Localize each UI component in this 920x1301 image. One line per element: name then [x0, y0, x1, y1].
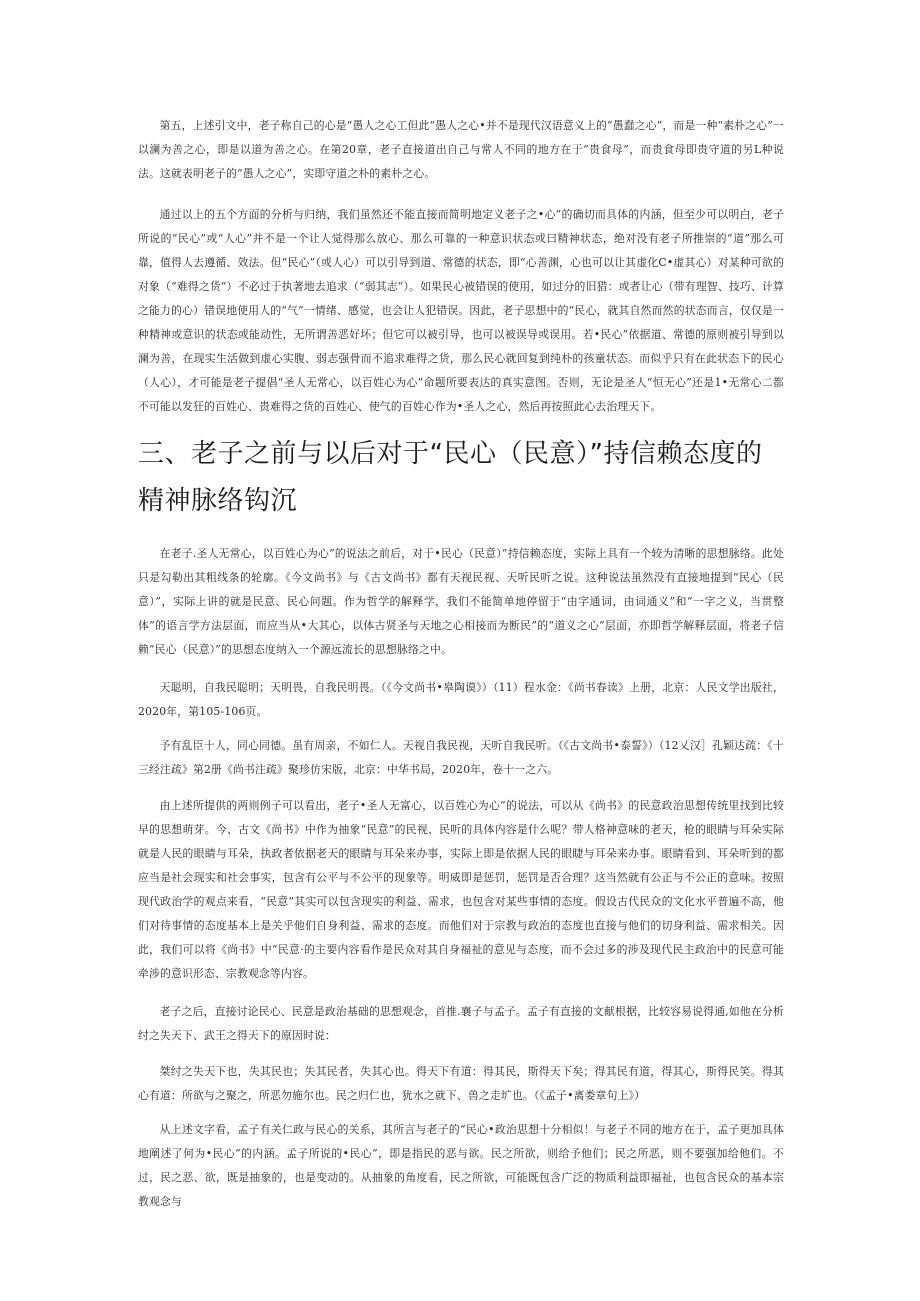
- section-heading: 三、老子之前与以后对于“民心（民意）”持信赖态度的精神脉络钩沉: [138, 439, 763, 516]
- paragraph-5: 予有乱臣十人，同心同德。虽有周亲，不如仁人。天视自我民视，天听自我民听。（《古文尚书•泰誓》）（12乂汉］孔颖达疏：《十三经注疏》第2册《尚书注疏》聚珍仿宋版，北京：中华书局，2020年，卷十一之六。: [138, 739, 784, 776]
- paragraph-9: 从上述文字看，孟子有关仁政与民心的关系，其所言与老子的“民心•政治思想十分相似！与老子不同的地方在于，孟子更加具体地阐述了何为•民心”的内涵。孟子所说的•民心”，即是指民的恶与欲。民之所欲，则给予他们；民之所恶，则不要强加给他们。不过，民之恶、欲，既是抽象的，也是变动的。从抽象的角度看，民之所欲，可能既包含广泛的物质利益即福祉，也包含民众的基本宗教观念与: [138, 1123, 784, 1208]
- paragraph-2: 通过以上的五个方面的分析与归纳，我们虽然还不能直接而简明地定义老子之•心”的确切而具体的内涵，但至少可以明白，老子所说的“民心”或“人心”并不是一个让人觉得那么放心、那么可靠的一种意识状态或曰精神状态，绝对没有老子所推崇的“道”那么可靠，值得人去遵循、效法。但“民心”（或人心）可以引导到道、常德的状态，即“心善渊，心也可以让其虚化C•虚其心）对某种可欲的对象（“难得之货”）不必过于执著地去追求（“弱其志”）。如果民心被错误的使用，如过分的旧猎：或者让心（带有理智、技巧、计算之能力的心）错误地使用人的“气”一情绪、感觉，也会让人犯错误。因此，老子思想中的“民心，就其自然而然的状态而言，仅仅是一种精神或意识的状态或能动性，无所谓善恶好坏；但它可以被引导，也可以被误导或误用。若•民心”依据道、常德的原则被引导到以澜为善，在现实生活做到虚心实腹、弱志强骨而不追求难得之货，那么民心就回复到纯朴的孩童状态。而似乎只有在此状态下的民心（人心），才可能是老子提倡“圣人无常心，以百姓心为心”命题所要表达的真实意图。否则，无论是圣人“恒无心”还是1•无常心二都不可能以发狂的百姓心、贵难得之货的百姓心、使气的百姓心作为•圣人之心，然后再按照此心去治理天下。: [138, 208, 784, 413]
- paragraph-7: 老子之后，直接讨论民心、民意是政治基础的思想观念，首推.襄子与孟子。孟子有直接的文献根据，比较容易说得通,如他在分析纣之失天下、武王之得天下的原因时说：: [138, 1005, 784, 1042]
- paragraph-3: 在老子.圣人无常心，以百姓心为心”的说法之前后，对于•民心（民意）”持信赖态度，实际上具有一个较为清晰的思想脉络。此处只是勾勒出其粗线条的轮廓。《今文尚书》与《古文尚书》都有天视民视、天听民听之说。这种说法虽然没有直接地提到“民心（民意）”，实际上讲的就是民意、民心问题。作为哲学的解释学，我们不能简单地停留于“由字通词，由词通义”和“一字之义，当贯整体”的语言学方法层面，而应当从•大其心，以体古贤圣与天地之心相接而为断民”的“道义之心”层面，亦即哲学解释层面，将老子信赖“民心（民意）”的思想态度纳入一个源远流长的思想脉络之中。: [138, 547, 784, 656]
- paragraph-6: 由上述所提供的两则例子可以看出，老子•圣人无富心，以百姓心为心”的说法，可以从《尚书》的民意政治思想传统里找到比较早的思想萌芽。今、古文《尚书》中作为抽象“民意”的民视、民听的具体内容是什么呢？带人格神意味的老天，枪的眼睛与耳朵实际就是人民的眼睛与耳朵，执政者依据老天的眼睛与耳朵来办事，实际上即是依据人民的眼睫与耳朵来办事。眼睛看到、耳朵听到的都应当是社会现实和社会事实，包含有公平与不公平的现象等。明威即是惩罚，惩罚是否合理？这当然就有公正与不公正的意味。按照现代政治学的观点来看，“民意”其实可以包含现实的利益、需求，也包含对某些事情的态度。假设古代民众的文化水平普遍不高，他们对待事情的态度基本上是关乎他们自身利益、需求的态度。而他们对于宗教与政治的态度也直接与他们的切身利益、需求相关。因此，我们可以将《尚书》中“民意·的主要内容看作是民众对其自身福祉的意见与态度，而不会过多的涉及现代民主政治中的民意可能牵涉的意识形态、宗教观念等内容。: [138, 799, 784, 980]
- paragraph-8: 桀纣之失天下也，失其民也；失其民者，失其心也。得天下有道：得其民，斯得天下矣；得其民有道，得其心，斯得民笑。得其心有道：所欲与之聚之，所恶勿施尔也。民之归仁也，犹水之就下、兽之走圹也。（《孟子•离娄章句上》）: [138, 1065, 784, 1102]
- paragraph-1: 第五，上述引文中，老子称自己的心是“愚人之心工但此“愚人之心•并不是现代汉语意义上的“愚蠢之心”，而是一种“素朴之心”一以澜为善之心，即是以道为善之心。在第20章，老子直接道出自己与常人不同的地方在于“贵食母”，而贵食母即贵守道的另L种说法。这就表明老子的“愚人之心”，实即守道之朴的素朴之心。: [138, 119, 784, 180]
- paragraph-4: 天聪明，自我民聪明；天明畏，自我民明畏。（《今文尚书•皋陶谟》）（11）程水金：《尚书春读》上册，北京：人民文学出版社，2020年，第105-106页。: [138, 681, 784, 718]
